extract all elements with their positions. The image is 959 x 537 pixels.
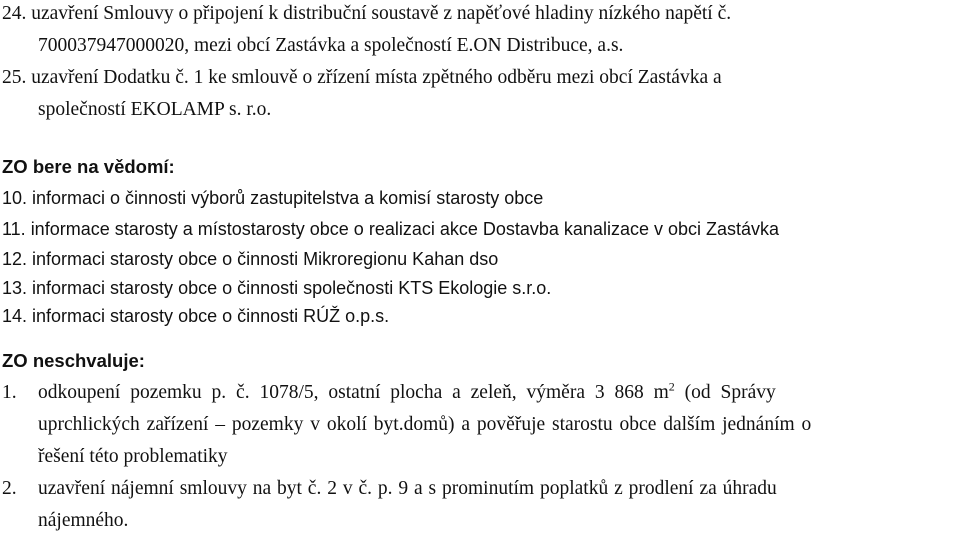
bere-item-11: 11. informace starosty a místostarosty obce o realizaci akce Dostavba kanalizace v obci Zastávka <box>2 219 780 239</box>
bere-item-14: 14. informaci starosty obce o činnosti RÚŽ o.p.s. <box>2 306 390 326</box>
bere-item-10: 10. informaci o činnosti výborů zastupitelstva a komisí starosty obce <box>2 188 544 208</box>
superscript-2: 2 <box>668 379 675 394</box>
neschvaluje-item-2-line-2: nájemného. <box>38 510 129 531</box>
heading-neschvaluje: ZO neschvaluje: <box>2 350 145 371</box>
item-25-line-2: společností EKOLAMP s. r.o. <box>38 99 272 120</box>
heading-bere-na-vedomi: ZO bere na vědomí: <box>2 156 175 177</box>
item-1-line-1-text: odkoupení pozemku p. č. 1078/5, ostatní plocha a zeleň, výměra 3 868 m <box>38 382 669 403</box>
bere-item-12: 12. informaci starosty obce o činnosti Mikroregionu Kahan dso <box>2 249 499 269</box>
neschvaluje-item-2-number: 2. <box>2 478 17 499</box>
neschvaluje-item-1-line-1 <box>38 377 776 409</box>
item-25-line-1: 25. uzavření Dodatku č. 1 ke smlouvě o zřízení místa zpětného odběru mezi obcí Zastávka a <box>2 67 722 88</box>
neschvaluje-item-2-line-1: uzavření nájemní smlouvy na byt č. 2 v č. p. 9 a s prominutím poplatků z prodlení za úhradu <box>38 478 777 499</box>
item-24-line-2: 700037947000020, mezi obcí Zastávka a společností E.ON Distribuce, a.s. <box>38 35 624 56</box>
item-24-line-1: 24. uzavření Smlouvy o připojení k distribuční soustavě z napěťové hladiny nízkého napětí č. <box>2 3 732 24</box>
bere-item-13: 13. informaci starosty obce o činnosti společnosti KTS Ekologie s.r.o. <box>2 278 552 298</box>
neschvaluje-item-1-line-2: uprchlických zařízení – pozemky v okolí byt.domů) a pověřuje starostu obce dalším jednáním o <box>38 414 812 435</box>
item-1-line-1-end: (od Správy <box>674 382 776 403</box>
neschvaluje-item-1-line-3: řešení této problematiky <box>38 446 228 467</box>
neschvaluje-item-1-number: 1. <box>2 382 17 403</box>
